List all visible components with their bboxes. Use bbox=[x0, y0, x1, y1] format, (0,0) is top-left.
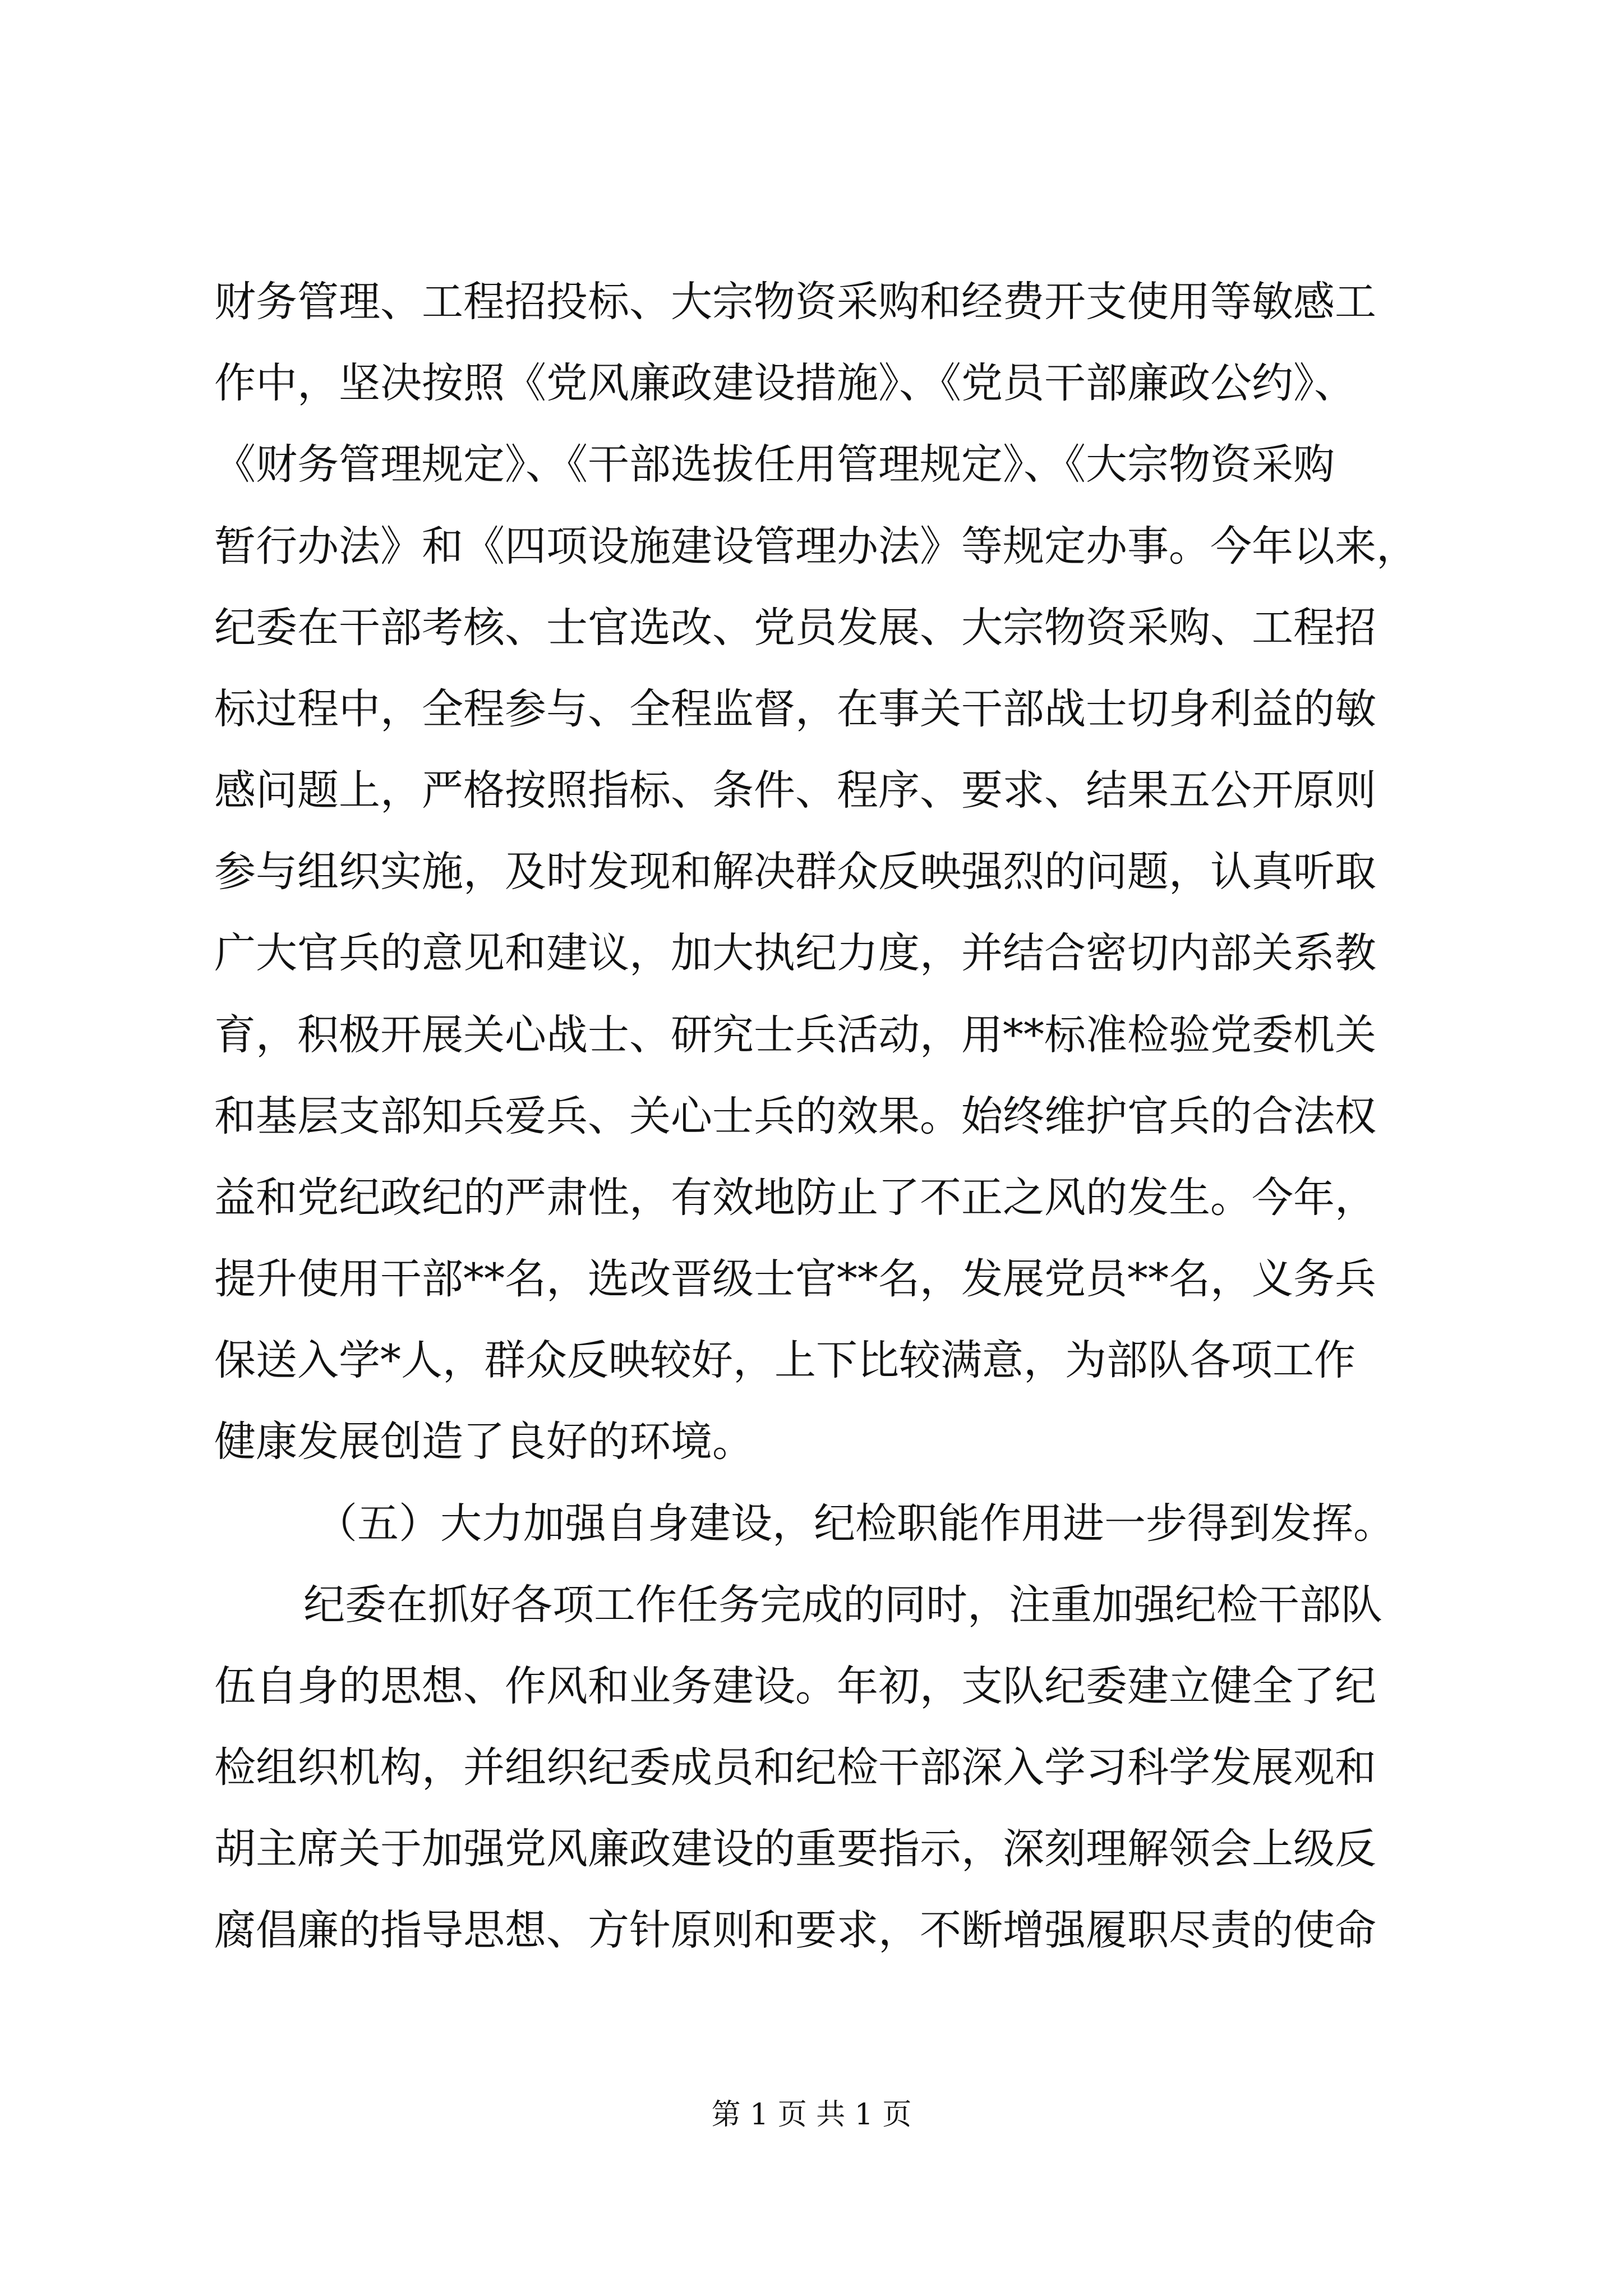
page-footer: 第 1 页 共 1 页 bbox=[711, 2098, 912, 2132]
text-line: 财务管理、工程招投标、大宗物资采购和经费开支使用等敏感工 bbox=[214, 278, 1376, 326]
text-line: 提升使用干部**名，选改晋级士官**名，发展党员**名，义务兵 bbox=[214, 1255, 1376, 1303]
text-line: 感问题上，严格按照指标、条件、程序、要求、结果五公开原则 bbox=[214, 766, 1376, 815]
text-line: 胡主席关于加强党风廉政建设的重要指示，深刻理解领会上级反 bbox=[214, 1825, 1376, 1873]
text-line: 育，积极开展关心战士、研究士兵活动，用**标准检验党委机关 bbox=[214, 1011, 1376, 1059]
text-line: 伍自身的思想、作风和业务建设。年初，支队纪委建立健全了纪 bbox=[214, 1662, 1376, 1710]
text-line: 健康发展创造了良好的环境。 bbox=[214, 1418, 754, 1466]
text-line: 和基层支部知兵爱兵、关心士兵的效果。始终维护官兵的合法权 bbox=[214, 1092, 1376, 1140]
text-line: 腐倡廉的指导思想、方针原则和要求，不断增强履职尽责的使命 bbox=[214, 1906, 1376, 1954]
section-heading: （五）大力加强自身建设，纪检职能作用进一步得到发挥。 bbox=[316, 1499, 1395, 1548]
text-line: 标过程中，全程参与、全程监督，在事关干部战士切身利益的敏 bbox=[214, 685, 1376, 733]
text-line: 《财务管理规定》、《干部选拔任用管理规定》、《大宗物资采购 bbox=[214, 440, 1335, 489]
text-line: 益和党纪政纪的严肃性，有效地防止了不正之风的发生。今年， bbox=[214, 1174, 1376, 1222]
text-line: 保送入学*人，群众反映较好，上下比较满意，为部队各项工作 bbox=[214, 1336, 1355, 1384]
text-line: 暂行办法》和《四项设施建设管理办法》等规定办事。今年以来， bbox=[214, 522, 1418, 570]
text-line: 检组织机构，并组织纪委成员和纪检干部深入学习科学发展观和 bbox=[214, 1743, 1376, 1792]
text-line: 作中，坚决按照《党风廉政建设措施》、《党员干部廉政公约》、 bbox=[214, 359, 1355, 407]
text-line: 广大官兵的意见和建议，加大执纪力度，并结合密切内部关系教 bbox=[214, 929, 1376, 977]
text-line: 参与组织实施，及时发现和解决群众反映强烈的问题，认真听取 bbox=[214, 848, 1376, 896]
text-line: 纪委在抓好各项工作任务完成的同时，注重加强纪检干部队 bbox=[303, 1581, 1382, 1629]
text-line: 纪委在干部考核、士官选改、党员发展、大宗物资采购、工程招 bbox=[214, 604, 1376, 652]
